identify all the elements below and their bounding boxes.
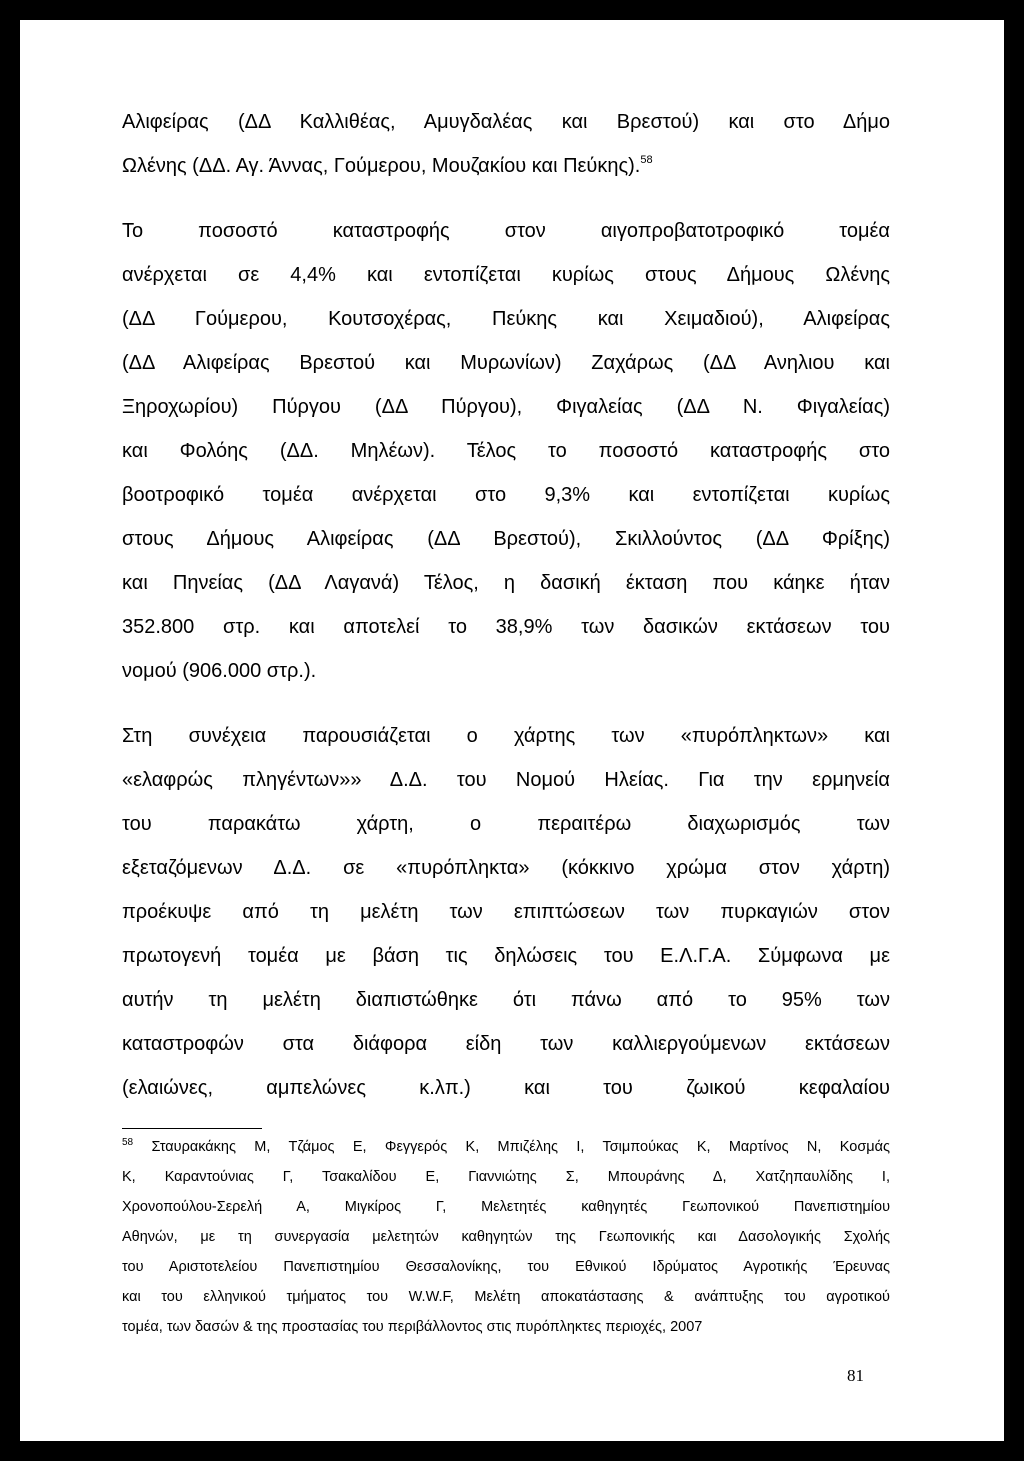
text-line-content: Ωλένης (ΔΔ. Αγ. Άννας, Γούμερου, Μουζακίου και Πεύκης).: [122, 155, 641, 177]
text-line: (ΔΔ Γούμερου, Κουτσοχέρας, Πεύκης και Χειμαδιού), Αλιφείρας: [122, 308, 890, 330]
footnote-line: [122, 1132, 890, 1162]
paragraph-spacer: [122, 693, 890, 714]
text-line: Ξηροχωρίου) Πύργου (ΔΔ Πύργου), Φιγαλείας (ΔΔ Ν. Φιγαλείας): [122, 396, 890, 418]
page-number: 81: [847, 1366, 864, 1385]
footnote-line-content: Σταυρακάκης Μ, Τζάμος Ε, Φεγγερός Κ, Μπιζέλης Ι, Τσιμπούκας Κ, Μαρτίνος Ν, Κοσμάς: [151, 1139, 890, 1155]
text-line: βοοτροφικό τομέα ανέρχεται στο 9,3% και εντοπίζεται κυρίως: [122, 484, 890, 506]
footnote-line: Κ, Καραντούνιας Γ, Τσακαλίδου Ε, Γιαννιώτης Σ, Μπουράνης Δ, Χατζηπαυλίδης Ι,: [122, 1169, 890, 1185]
body-text: [122, 100, 890, 1110]
text-line: αυτήν τη μελέτη διαπιστώθηκε ότι πάνω από το 95% των: [122, 989, 890, 1011]
text-line: «ελαφρώς πληγέντων»» Δ.Δ. του Νομού Ηλείας. Για την ερμηνεία: [122, 769, 890, 791]
text-line: Αλιφείρας (ΔΔ Καλλιθέας, Αμυγδαλέας και Βρεστού) και στο Δήμο: [122, 111, 890, 133]
paragraph-spacer: [122, 188, 890, 209]
text-line: νομού (906.000 στρ.).: [122, 660, 317, 682]
footnote-line: τομέα, των δασών & της προστασίας του περιβάλλοντος στις πυρόπληκτες περιοχές, 2007: [122, 1319, 703, 1335]
document-page: [20, 20, 1004, 1441]
text-line: στους Δήμους Αλιφείρας (ΔΔ Βρεστού), Σκιλλούντος (ΔΔ Φρίξης): [122, 528, 890, 550]
text-line: (ΔΔ Αλιφείρας Βρεστού και Μυρωνίων) Ζαχάρως (ΔΔ Ανηλιου και: [122, 352, 890, 374]
footnote-line: και του ελληνικού τμήματος του W.W.F, Μελέτη αποκατάστασης & ανάπτυξης του αγροτικού: [122, 1289, 890, 1305]
paragraph-municipalities: [122, 100, 890, 188]
text-line: 352.800 στρ. και αποτελεί το 38,9% των δασικών εκτάσεων του: [122, 616, 890, 638]
text-line: Στη συνέχεια παρουσιάζεται ο χάρτης των «πυρόπληκτων» και: [122, 725, 890, 747]
footnote-line: Αθηνών, με τη συνεργασία μελετητών καθηγητών της Γεωπονικής και Δασολογικής Σχολής: [122, 1229, 890, 1245]
footnote-line: του Αριστοτελείου Πανεπιστημίου Θεσσαλονίκης, του Εθνικού Ιδρύματος Αγροτικής Έρευνας: [122, 1259, 890, 1275]
text-line: του παρακάτω χάρτη, ο περαιτέρω διαχωρισμός των: [122, 813, 890, 835]
text-line: πρωτογενή τομέα με βάση τις δηλώσεις του Ε.Λ.Γ.Α. Σύμφωνα με: [122, 945, 890, 967]
text-line-with-footnote: [122, 144, 890, 188]
footnote-separator: [122, 1128, 262, 1129]
text-line: ανέρχεται σε 4,4% και εντοπίζεται κυρίως στους Δήμους Ωλένης: [122, 264, 890, 286]
text-line: και Πηνείας (ΔΔ Λαγανά) Τέλος, η δασική έκταση που κάηκε ήταν: [122, 572, 890, 594]
text-line: προέκυψε από τη μελέτη των επιπτώσεων των πυρκαγιών στον: [122, 901, 890, 923]
paragraph-livestock-damage: [122, 209, 890, 693]
paragraph-map-intro: [122, 714, 890, 1110]
footnote-line: Χρονοπούλου-Σερελή Α, Μιγκίρος Γ, Μελετητές καθηγητές Γεωπονικού Πανεπιστημίου: [122, 1199, 890, 1215]
text-line: Το ποσοστό καταστροφής στον αιγοπροβατοτροφικό τομέα: [122, 220, 890, 242]
text-line: εξεταζόμενων Δ.Δ. σε «πυρόπληκτα» (κόκκινο χρώμα στον χάρτη): [122, 857, 890, 879]
footnote-marker: 58: [122, 1137, 134, 1148]
footnote-58: [122, 1132, 890, 1342]
text-line: καταστροφών στα διάφορα είδη των καλλιεργούμενων εκτάσεων: [122, 1033, 890, 1055]
footnote-reference[interactable]: 58: [640, 154, 653, 166]
text-line: (ελαιώνες, αμπελώνες κ.λπ.) και του ζωικού κεφαλαίου: [122, 1077, 890, 1099]
text-line: και Φολόης (ΔΔ. Μηλέων). Τέλος το ποσοστό καταστροφής στο: [122, 440, 890, 462]
